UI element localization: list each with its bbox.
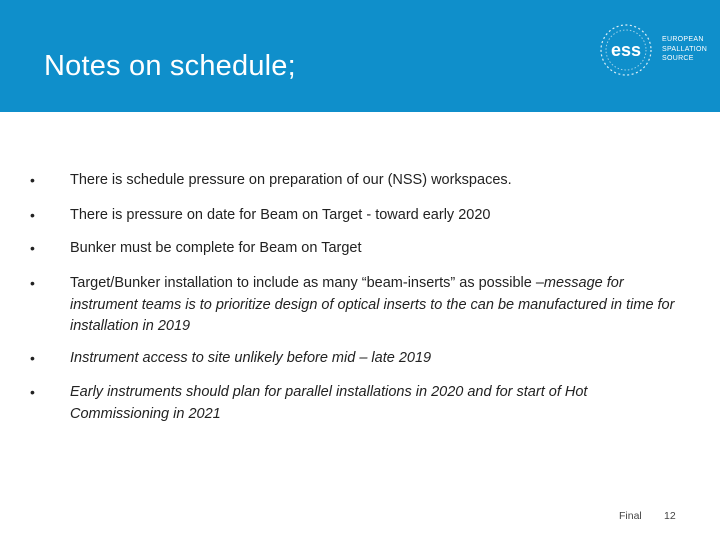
bullet-marker: •: [30, 172, 35, 188]
slide-title: Notes on schedule;: [44, 50, 296, 82]
bullet-text: There is pressure on date for Beam on Target - toward early 2020: [70, 207, 491, 223]
bullet-text: Instrument access to site unlikely before mid – late 2019: [70, 350, 432, 366]
ess-logo-mark-text: ess: [610, 40, 642, 60]
logo-line-3: SOURCE: [662, 55, 694, 62]
logo-line-1: EUROPEAN: [662, 36, 704, 43]
bullet-text: There is schedule pressure on preparation of our (NSS) workspaces.: [70, 172, 512, 188]
bullet-marker: •: [30, 207, 35, 223]
bullet-marker: •: [30, 275, 35, 291]
bullet-text-italic: message for instrument teams is to prioritize design of optical inserts to the can be manufactured in time for installation in 2019: [70, 275, 675, 334]
bullet-text: Bunker must be complete for Beam on Target: [70, 240, 362, 256]
bullet-marker: •: [30, 384, 35, 400]
bullet-text: Early instruments should plan for parallel installations in 2020 and for start of Hot Commissioning in 2021: [70, 384, 588, 422]
footer-label: Final: [619, 510, 642, 522]
bullet-marker: •: [30, 350, 35, 366]
bullet-text-plain: Target/Bunker installation to include as many “beam-inserts” as possible –: [70, 275, 544, 291]
logo-line-2: SPALLATION: [662, 45, 708, 53]
page-number: 12: [664, 510, 676, 522]
bullet-marker: •: [30, 240, 35, 256]
bullet-text: [70, 273, 682, 338]
